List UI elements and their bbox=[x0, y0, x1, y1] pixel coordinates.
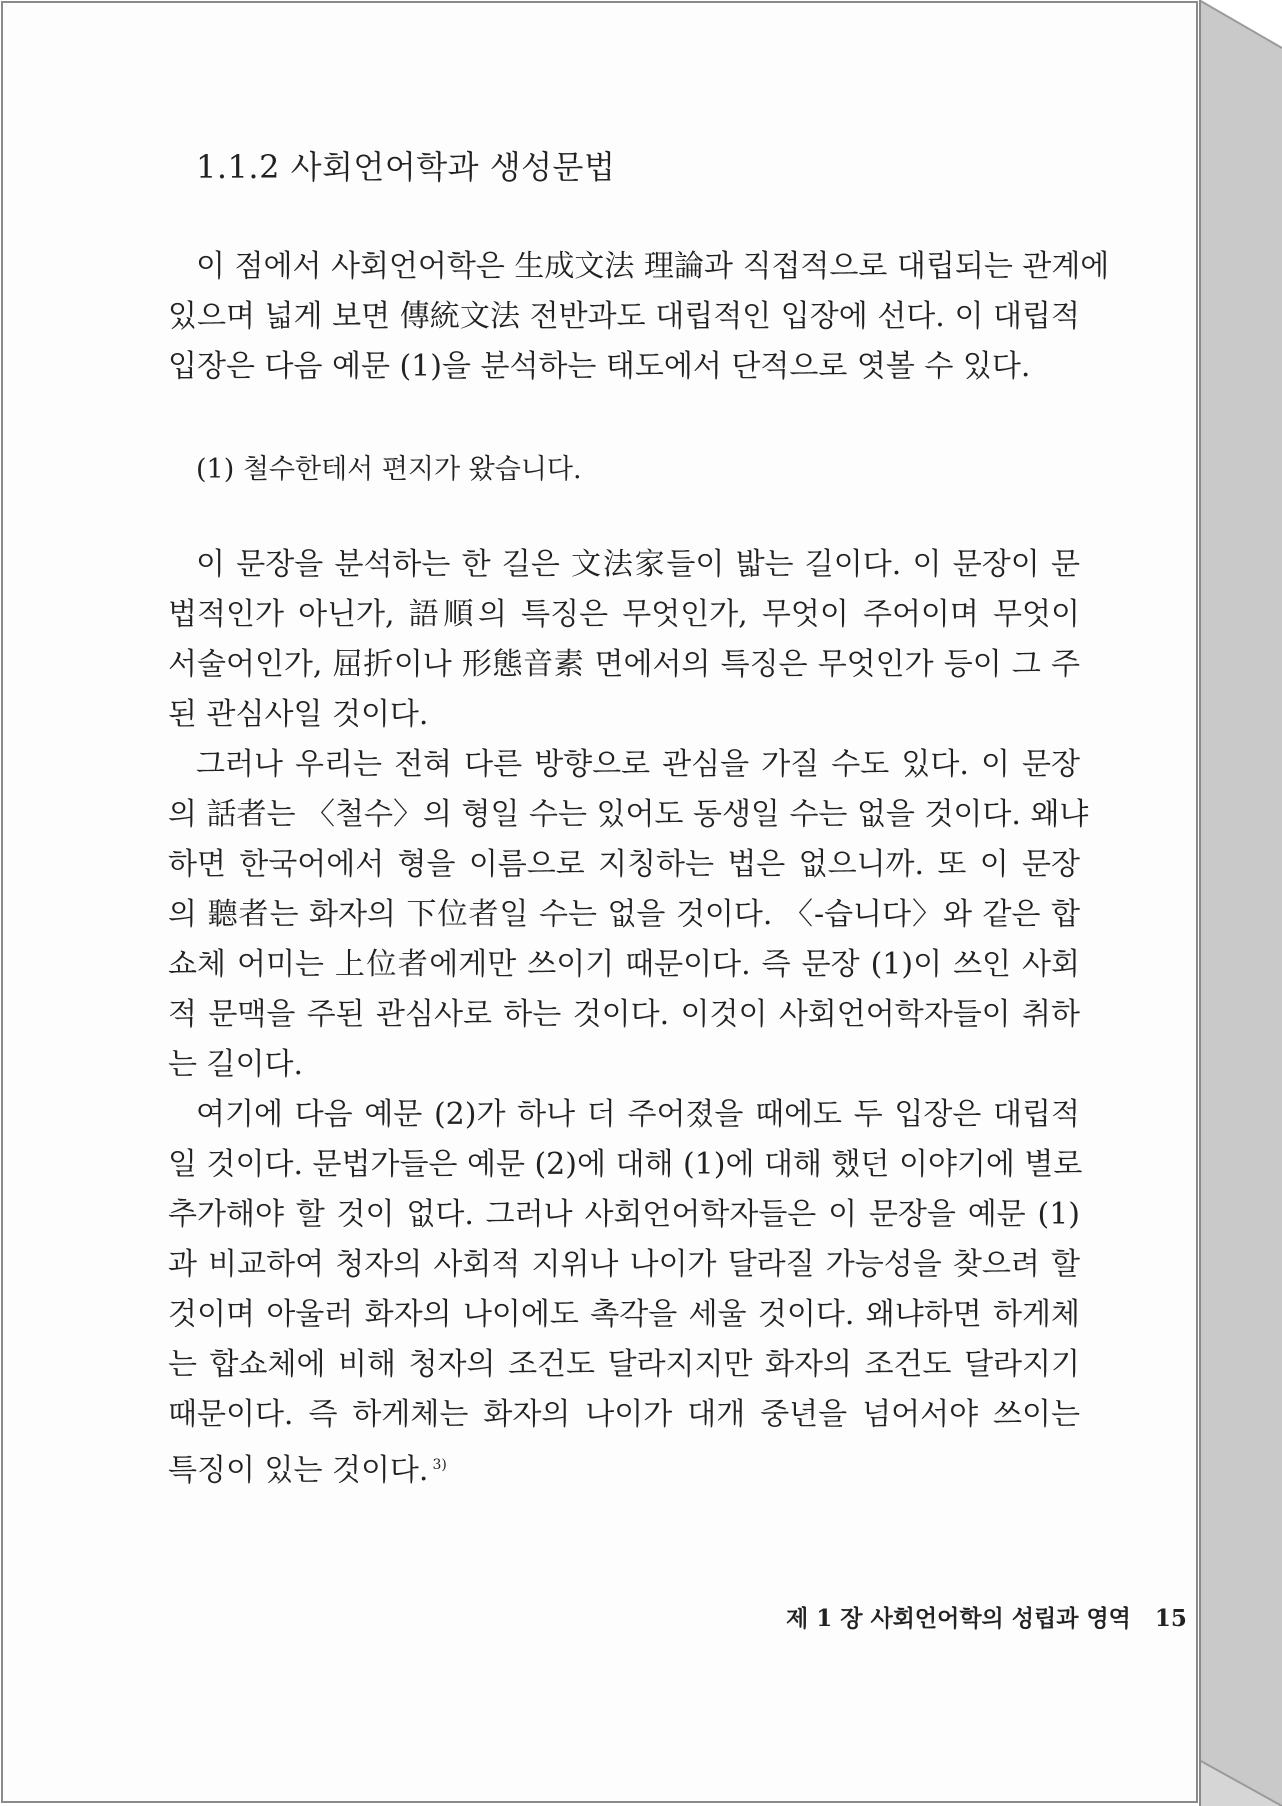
section-heading: 1.1.2 사회언어학과 생성문법 bbox=[196, 148, 616, 186]
chapter-title: 제 1 장 사회언어학의 성립과 영역 bbox=[786, 1605, 1131, 1632]
paragraph-4 bbox=[168, 1090, 1083, 1496]
text-line: 는 길이다. bbox=[168, 1047, 303, 1082]
text-line: 것이며 아울러 화자의 나이에도 촉각을 세울 것이다. 왜냐하면 하게체 bbox=[168, 1297, 1080, 1332]
text-line: 이 점에서 사회언어학은 生成文法 理論과 직접적으로 대립되는 관계에 bbox=[196, 249, 1110, 284]
text-line: 는 합쇼체에 비해 청자의 조건도 달라지지만 화자의 조건도 달라지기 bbox=[168, 1347, 1080, 1382]
text-line: 때문이다. 즉 하게체는 화자의 나이가 대개 중년을 넘어서야 쓰이는 bbox=[168, 1397, 1080, 1432]
text-line: 그러나 우리는 전혀 다른 방향으로 관심을 가질 수도 있다. 이 문장 bbox=[196, 747, 1080, 782]
text-line-content: 특징이 있는 것이다. bbox=[168, 1453, 429, 1488]
paragraph-3 bbox=[168, 740, 1089, 1090]
text-line-last bbox=[168, 1440, 1080, 1496]
page-footer bbox=[786, 1600, 1187, 1633]
page-number: 15 bbox=[1154, 1605, 1187, 1632]
text-line: 입장은 다음 예문 (1)을 분석하는 태도에서 단적으로 엿볼 수 있다. bbox=[168, 349, 1031, 384]
text-line: 여기에 다음 예문 (2)가 하나 더 주어졌을 때에도 두 입장은 대립적 bbox=[196, 1097, 1080, 1132]
text-line: 의 話者는 〈철수〉의 형일 수는 있어도 동생일 수는 없을 것이다. 왜냐 bbox=[168, 797, 1089, 832]
text-line: 일 것이다. 문법가들은 예문 (2)에 대해 (1)에 대해 했던 이야기에 별로 bbox=[168, 1147, 1083, 1182]
text-line: 이 문장을 분석하는 한 길은 文法家들이 밟는 길이다. 이 문장이 문 bbox=[196, 547, 1080, 582]
text-line: 쇼체 어미는 上位者에게만 쓰이기 때문이다. 즉 문장 (1)이 쓰인 사회 bbox=[168, 947, 1080, 982]
text-line: 하면 한국어에서 형을 이름으로 지칭하는 법은 없으니까. 또 이 문장 bbox=[168, 847, 1080, 882]
paragraph-1 bbox=[168, 242, 1110, 392]
text-line: 추가해야 할 것이 없다. 그러나 사회언어학자들은 이 문장을 예문 (1) bbox=[168, 1197, 1080, 1232]
text-line: 과 비교하여 청자의 사회적 지위나 나이가 달라질 가능성을 찾으려 할 bbox=[168, 1247, 1080, 1282]
text-line: 적 문맥을 주된 관심사로 하는 것이다. 이것이 사회언어학자들이 취하 bbox=[168, 997, 1080, 1032]
paragraph-2 bbox=[168, 540, 1080, 740]
text-line: 된 관심사일 것이다. bbox=[168, 697, 429, 732]
example-sentence-1: (1) 철수한테서 편지가 왔습니다. bbox=[196, 454, 582, 485]
footnote-marker[interactable]: 3) bbox=[432, 1457, 447, 1473]
page-edge-shading bbox=[1199, 0, 1282, 1806]
text-line: 있으며 넓게 보면 傳統文法 전반과도 대립적인 입장에 선다. 이 대립적 bbox=[168, 299, 1080, 334]
text-line: 서술어인가, 屈折이나 形態音素 면에서의 특징은 무엇인가 등이 그 주 bbox=[168, 647, 1080, 682]
text-line: 법적인가 아닌가, 語順의 특징은 무엇인가, 무엇이 주어이며 무엇이 bbox=[168, 597, 1080, 632]
text-line: 의 聽者는 화자의 下位者일 수는 없을 것이다. 〈-습니다〉와 같은 합 bbox=[168, 897, 1080, 932]
